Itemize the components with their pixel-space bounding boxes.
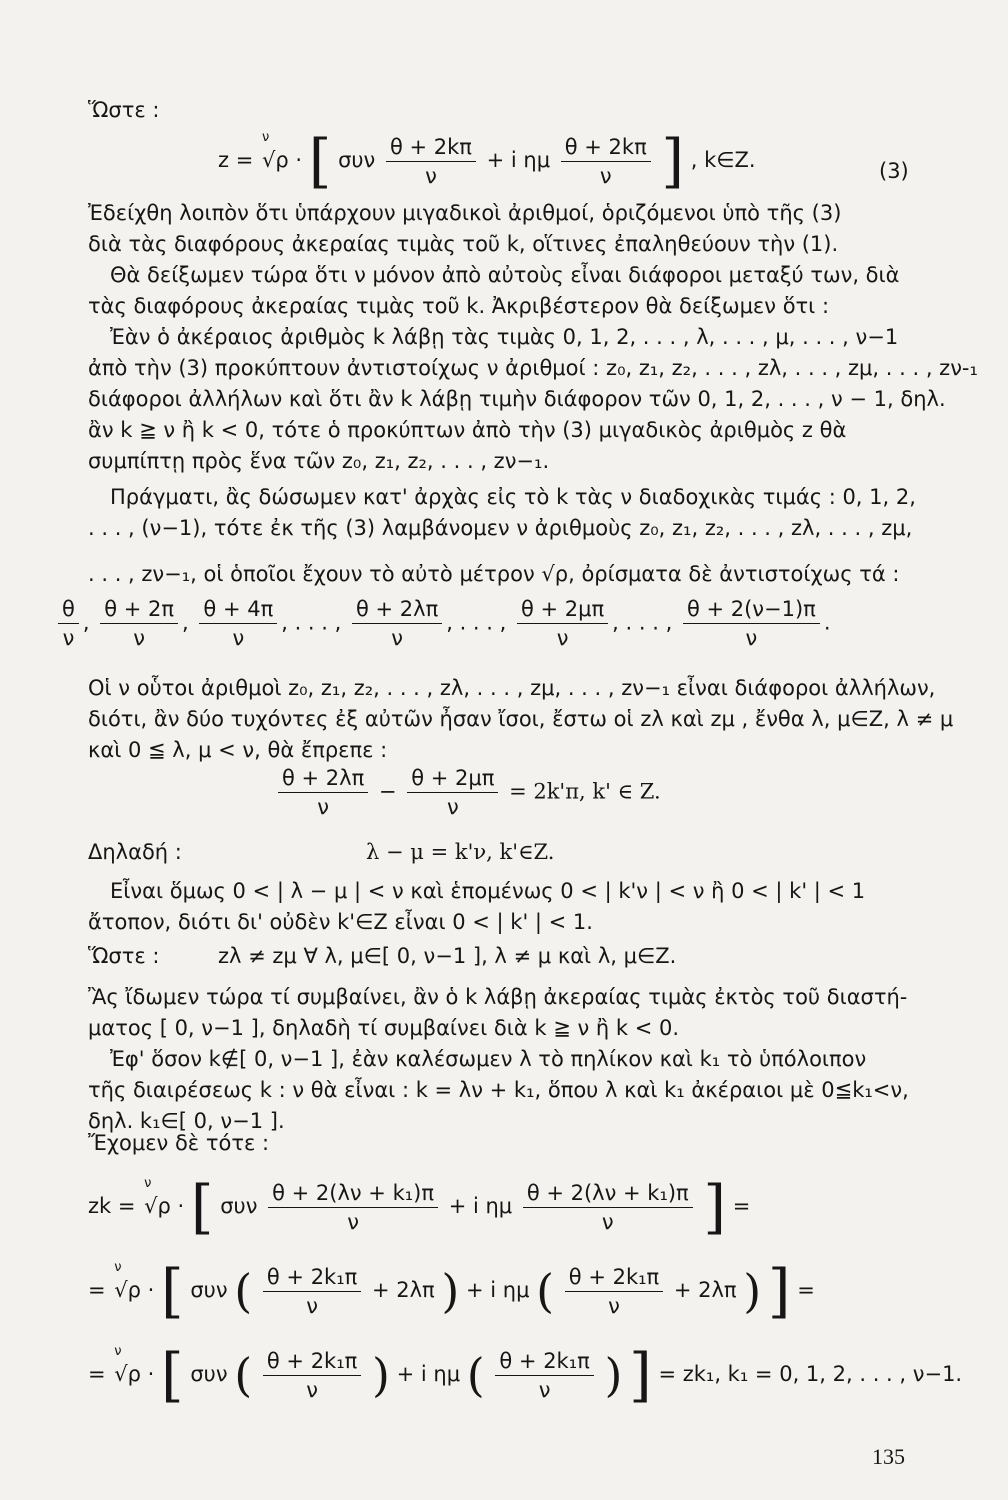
eq-lhs: z = <box>218 148 254 172</box>
eq-lhs: zk = <box>88 1194 136 1218</box>
fraction <box>386 135 476 188</box>
text-line: Ὥστε : <box>88 98 160 122</box>
text-line: τὰς διαφόρους ἀκεραίας τιμὰς τοῦ k. Ἀκριβέστερον θὰ δείξωμεν ὅτι : <box>88 294 830 318</box>
fraction <box>561 135 651 188</box>
equation-line: λ − μ = k'ν, k'∈Z. <box>366 840 555 864</box>
numerator: θ + 2k₁π <box>263 1349 361 1376</box>
text-line: διὰ τὰς διαφόρους ἀκεραίας τιμὰς τοῦ k, οἵτινες ἐπαληθεύουν τὴν (1). <box>88 232 839 256</box>
left-paren: ( <box>466 1348 485 1402</box>
text-line: ἀπὸ τὴν (3) προκύπτουν ἀντιστοίχως ν ἀριθμοί : z₀, z₁, z₂, . . . , zλ, . . . , zμ, . . . , zν-₁ <box>88 356 978 380</box>
eq-rhs: = zk₁, k₁ = 0, 1, 2, . . . , ν−1. <box>658 1362 963 1386</box>
text-line: διάφοροι ἀλλήλων καὶ ὅτι ἂν k λάβῃ τιμὴν διάφορον τῶν 0, 1, 2, . . . , ν − 1, δηλ. <box>88 387 946 411</box>
text-line: Ἐδείχθη λοιπὸν ὅτι ὑπάρχουν μιγαδικοὶ ἀριθμοί, ὁριζόμενοι ὑπὸ τῆς (3) <box>88 201 842 225</box>
argument-fraction <box>100 597 178 650</box>
root <box>112 1344 155 1386</box>
left-bracket: [ <box>161 1341 184 1409</box>
root-index: ν <box>261 130 270 145</box>
numerator: θ + 2π <box>100 597 178 624</box>
plus-i-sin: + i ημ <box>448 1194 513 1218</box>
period: . <box>823 610 831 635</box>
numerator: θ + 2k₁π <box>495 1349 593 1376</box>
left-bracket: [ <box>190 1173 214 1241</box>
plus-term: + 2λπ <box>371 1278 435 1302</box>
cos-label: συν <box>338 148 376 172</box>
denominator: ν <box>446 795 459 819</box>
numerator: θ + 2μπ <box>407 766 498 793</box>
root <box>260 130 303 172</box>
fraction <box>407 766 498 819</box>
right-paren: ) <box>371 1348 390 1402</box>
denominator: ν <box>425 163 437 188</box>
right-bracket: ] <box>661 127 685 195</box>
equation-difference <box>274 766 661 819</box>
left-bracket: [ <box>161 1257 184 1325</box>
text-line: Δηλαδή : <box>88 840 182 864</box>
fraction <box>278 766 368 819</box>
numerator: θ + 2μπ <box>517 597 608 624</box>
text-line: Ἂς ἴδωμεν τώρα τί συμβαίνει, ἂν ὁ k λάβῃ ἀκεραίας τιμὰς ἐκτὸς τοῦ διαστή- <box>88 985 908 1009</box>
argument-fraction <box>199 597 277 650</box>
denominator: ν <box>306 1293 318 1318</box>
denominator: ν <box>62 626 75 650</box>
argument-fraction <box>517 597 608 650</box>
root-symbol: √ρ · <box>114 1362 155 1386</box>
page-number: 135 <box>872 1444 905 1469</box>
numerator: θ + 4π <box>199 597 277 624</box>
numerator: θ + 2kπ <box>386 135 476 162</box>
text-line: τῆς διαιρέσεως k : ν θὰ εἶναι : k = λν + k₁, ὅπου λ καὶ k₁ ἀκέραιοι μὲ 0≦k₁<ν, <box>88 1078 909 1102</box>
root-symbol: √ρ · <box>114 1278 155 1302</box>
fraction <box>263 1265 361 1318</box>
root-index: ν <box>144 1176 152 1191</box>
minus-sign: − <box>378 779 397 804</box>
text-line: Ἐὰν ὁ ἀκέραιος ἀριθμὸς k λάβῃ τὰς τιμὰς 0, 1, 2, . . . , λ, . . . , μ, . . . , ν−1 <box>110 325 899 349</box>
text-line: ἂν k ≧ ν ἢ k < 0, τότε ὁ προκύπτων ἀπὸ τὴν (3) μιγαδικὸς ἀριθμὸς z θὰ <box>88 418 847 442</box>
text-line: συμπίπτῃ πρὸς ἕνα τῶν z₀, z₁, z₂, . . . , zν−₁. <box>88 449 550 473</box>
right-bracket: ] <box>703 1173 727 1241</box>
argument-fraction <box>352 597 442 650</box>
right-paren: ) <box>441 1264 460 1318</box>
right-bracket: ] <box>629 1341 652 1409</box>
equation-zk-line1 <box>88 1173 751 1241</box>
numerator: θ + 2λπ <box>278 766 368 793</box>
denominator: ν <box>347 1209 359 1234</box>
root-index: ν <box>114 1260 122 1275</box>
argument-fraction <box>683 597 820 650</box>
ellipsis: , . . . , <box>446 610 507 635</box>
plus-i-sin: + i ημ <box>396 1362 461 1386</box>
numerator: θ <box>58 597 79 624</box>
left-bracket: [ <box>308 127 332 195</box>
text-line: Ἐφ' ὅσον k∉[ 0, ν−1 ], ἐὰν καλέσωμεν λ τὸ πηλίκον καὶ k₁ τὸ ὑπόλοιπον <box>110 1047 867 1071</box>
left-paren: ( <box>234 1348 253 1402</box>
numerator: θ + 2(ν−1)π <box>683 597 820 624</box>
equals-sign: = <box>797 1278 815 1302</box>
text-line: Πράγματι, ἂς δώσωμεν κατ' ἀρχὰς εἰς τὸ k τὰς ν διαδοχικὰς τιμάς : 0, 1, 2, <box>110 485 916 509</box>
denominator: ν <box>232 626 245 650</box>
right-paren: ) <box>743 1264 762 1318</box>
text-line: . . . , zν−₁, οἱ ὁποῖοι ἔχουν τὸ αὐτὸ μέτρον √ρ, ὀρίσματα δὲ ἀντιστοίχως τά : <box>88 562 900 586</box>
cos-label: συν <box>190 1278 228 1302</box>
plus-i-sin: + i ημ <box>466 1278 530 1302</box>
root-symbol: √ρ · <box>144 1194 185 1218</box>
ellipsis: , . . . , <box>612 610 673 635</box>
equation-line: zλ ≠ zμ ∀ λ, μ∈[ 0, ν−1 ], λ ≠ μ καὶ λ, μ∈Z. <box>218 944 677 968</box>
eq-tail: , k∈Z. <box>690 148 756 172</box>
denominator: ν <box>317 795 329 819</box>
equation-zk-line3 <box>88 1341 963 1409</box>
denominator: ν <box>391 626 403 650</box>
arguments-list <box>54 597 831 650</box>
root-index: ν <box>114 1344 122 1359</box>
denominator: ν <box>556 626 569 650</box>
equation-3 <box>218 127 756 195</box>
numerator: θ + 2(λν + k₁)π <box>523 1181 693 1208</box>
denominator: ν <box>599 163 612 188</box>
text-line: ματος [ 0, ν−1 ], δηλαδὴ τί συμβαίνει διὰ k ≧ ν ἢ k < 0. <box>88 1016 680 1040</box>
numerator: θ + 2k₁π <box>565 1265 663 1292</box>
equation-zk-line2 <box>88 1257 815 1325</box>
eq-rhs: = 2k'π, k' ∈ Z. <box>509 779 661 804</box>
root-symbol: √ρ · <box>261 148 303 172</box>
fraction <box>268 1181 438 1234</box>
text-line: Οἱ ν οὗτοι ἀριθμοὶ z₀, z₁, z₂, . . . , zλ, . . . , zμ, . . . , zν−₁ εἶναι διάφοροι ἀλλήλων, <box>88 676 936 700</box>
equals-sign: = <box>732 1194 751 1218</box>
text-line: ἄτοπον, διότι δι' οὐδὲν k'∈Z εἶναι 0 < | k' | < 1. <box>88 910 593 934</box>
fraction <box>495 1349 593 1402</box>
numerator: θ + 2kπ <box>561 135 651 162</box>
text-line: . . . , (ν−1), τότε ἐκ τῆς (3) λαμβάνομεν ν ἀριθμοὺς z₀, z₁, z₂, . . . , zλ, . . . , zμ, <box>88 516 913 540</box>
eq-lhs: = <box>88 1362 106 1386</box>
numerator: θ + 2k₁π <box>263 1265 361 1292</box>
right-bracket: ] <box>767 1257 791 1325</box>
text-line: καὶ 0 ≦ λ, μ < ν, θὰ ἔπρεπε : <box>88 738 388 762</box>
text-line: διότι, ἂν δύο τυχόντες ἐξ αὐτῶν ἦσαν ἴσοι, ἔστω οἱ zλ καὶ zμ , ἔνθα λ, μ∈Z, λ ≠ μ <box>88 707 954 731</box>
text-line: Εἶναι ὅμως 0 < | λ − μ | < ν καὶ ἑπομένως 0 < | k'ν | < ν ἢ 0 < | k' | < 1 <box>110 879 866 903</box>
denominator: ν <box>538 1377 551 1402</box>
separator: , <box>182 610 189 635</box>
left-paren: ( <box>536 1264 555 1318</box>
equation-label: (3) <box>879 159 909 183</box>
plus-i-sin: + i ημ <box>486 148 551 172</box>
text-line: Θὰ δείξωμεν τώρα ὅτι ν μόνον ἀπὸ αὐτοὺς εἶναι διάφοροι μεταξύ των, διὰ <box>110 263 900 287</box>
root <box>112 1260 155 1302</box>
denominator: ν <box>306 1377 318 1402</box>
denominator: ν <box>745 626 758 650</box>
left-paren: ( <box>234 1264 253 1318</box>
eq-lhs: = <box>88 1278 106 1302</box>
argument-fraction <box>58 597 79 650</box>
numerator: θ + 2(λν + k₁)π <box>268 1181 438 1208</box>
denominator: ν <box>133 626 145 650</box>
fraction <box>565 1265 663 1318</box>
text-line: δηλ. k₁∈[ 0, ν−1 ]. <box>88 1109 285 1133</box>
text-line: Ὥστε : <box>88 944 160 968</box>
denominator: ν <box>601 1209 614 1234</box>
fraction <box>263 1349 361 1402</box>
fraction <box>523 1181 693 1234</box>
ellipsis: , . . . , <box>281 610 342 635</box>
numerator: θ + 2λπ <box>352 597 442 624</box>
plus-term: + 2λπ <box>673 1278 737 1302</box>
cos-label: συν <box>220 1194 258 1218</box>
text-line: Ἔχομεν δὲ τότε : <box>88 1131 270 1155</box>
cos-label: συν <box>190 1362 228 1386</box>
right-paren: ) <box>604 1348 623 1402</box>
denominator: ν <box>608 1293 620 1318</box>
separator: , <box>82 610 90 635</box>
root <box>142 1176 185 1218</box>
